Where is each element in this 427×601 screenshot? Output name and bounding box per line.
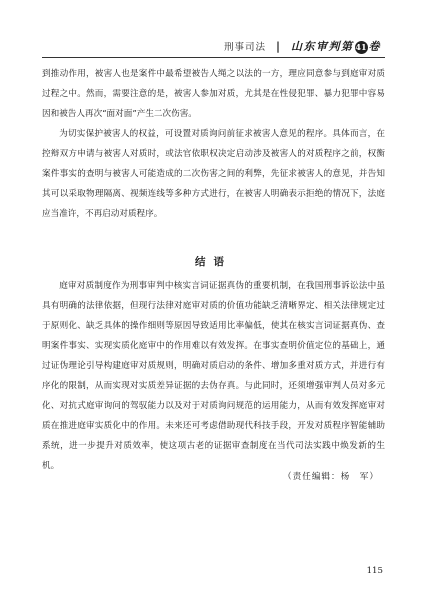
header-divider: | bbox=[275, 39, 281, 53]
header-rule bbox=[42, 57, 385, 58]
journal-suffix: 卷 bbox=[368, 40, 381, 53]
page-number: 115 bbox=[366, 566, 383, 576]
journal-name bbox=[291, 38, 381, 54]
issue-number-badge: 41 bbox=[355, 41, 367, 52]
body-text-top bbox=[42, 64, 385, 224]
header-section-title: 刑事司法 bbox=[223, 42, 266, 53]
paragraph-conclusion: 庭审对质制度作为刑事审判中核实言词证据真伪的重要机制，在我国刑事诉讼法中虽具有明确的法律依据，但现行法律对庭审对质的价值功能缺乏清晰界定、相关法律规定过于原则化、缺乏具体的操作细则等原因导致适用比率偏低，使其在核实言词证据真伪、查明案件事实、实现实质化庭审中的作用难以有效发挥。在事实查明价值定位的基础上，通过证伪理论引导构建庭审对质规则，明确对质启动的条件、增加多重对质方式，并进行有序化的限制，从而实现对实质差异证据的去伪存真。与此同时，还须增强审判人员对多元化、对抗式庭审询问的驾驭能力以及对于对质询问规范的运用能力，从而有效发挥庭审对质在推进庭审实质化中的作用。未来还可考虑借助现代科技手段，开发对质程序智能辅助系统，进一步提升对质效率，使这项古老的证据审查制度在当代司法实践中焕发新的生机。 bbox=[42, 281, 385, 471]
body-text-conclusion bbox=[42, 276, 385, 476]
editor-credit: （责任编辑：杨 军） bbox=[283, 472, 379, 482]
paragraph-victim-protection: 为切实保护被害人的权益，可设置对质询问前征求被害人意见的程序。具体而言，在控辩双方申请与被害人对质时，或法官依职权决定启动涉及被害人的对质程序之前，权衡案件事实的查明与被害人可能造成的二次伤害之间的利弊，先征求被害人的意见，并告知其可以采取物理隔离、视频连线等多种方式进行，在被害人明确表示拒绝的情况下，法庭应当准许，不再启动对质程序。 bbox=[42, 129, 385, 219]
section-heading-conclusion: 结语 bbox=[195, 256, 232, 268]
journal-prefix: 山东审判第 bbox=[291, 40, 354, 53]
paragraph-continued: 到推动作用，被害人也是案件中最希望被告人绳之以法的一方，理应同意参与到庭审对质过程之中。然而，需要注意的是，被害人参加对质，尤其是在性侵犯罪、暴力犯罪中容易因和被告人再次“面对面”产生二次伤害。 bbox=[42, 69, 385, 119]
running-header bbox=[224, 38, 381, 54]
